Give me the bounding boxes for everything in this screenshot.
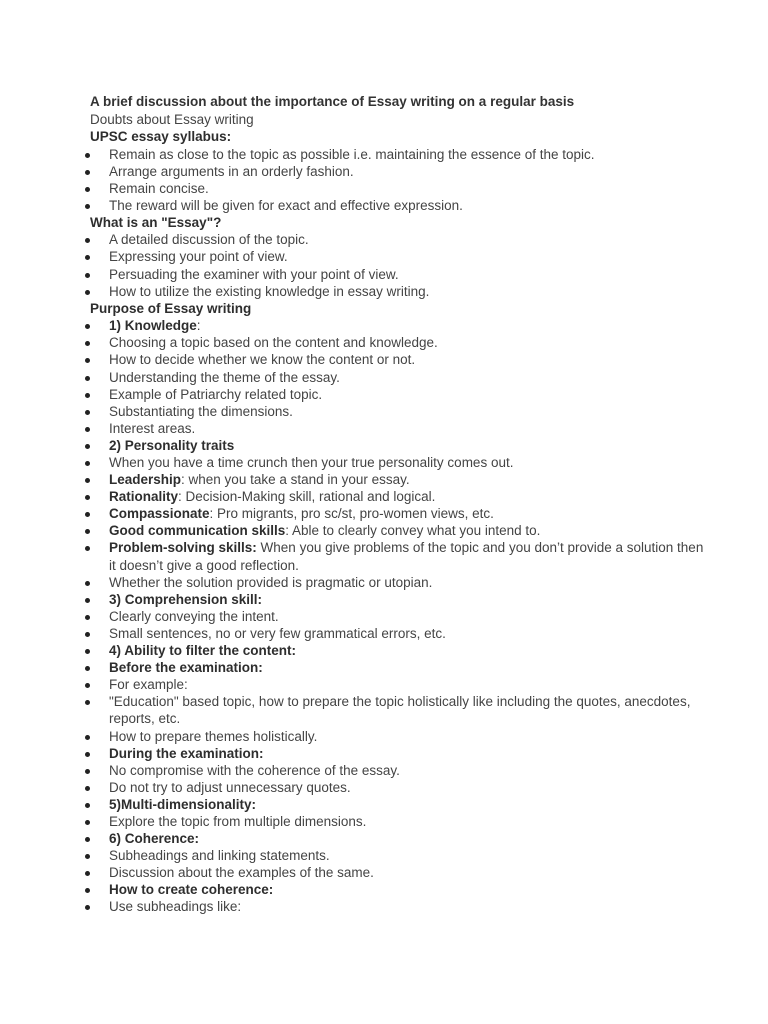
- item-text: :: [196, 318, 201, 334]
- bullet-icon: [85, 700, 90, 705]
- list-item: [90, 574, 710, 591]
- item-text: Choosing a topic based on the content and knowledge.: [109, 335, 438, 351]
- list-item: [90, 881, 710, 898]
- item-text: Discussion about the examples of the same.: [109, 865, 374, 881]
- bullet-icon: [85, 255, 90, 260]
- list-item: [90, 591, 710, 608]
- item-bold-label: Rationality: [109, 489, 179, 505]
- bullet-icon: [85, 581, 90, 586]
- list-item: [90, 283, 710, 300]
- bullet-icon: [85, 376, 90, 381]
- item-text: When you give problems of the topic and you don’t provide a solution then it doesn’t give a good reflection.: [109, 540, 704, 573]
- document-title: A brief discussion about the importance of Essay writing on a regular basis: [90, 94, 575, 109]
- bullet-icon: [85, 786, 90, 791]
- bullet-icon: [85, 735, 90, 740]
- item-bold-label: Good communication skills: [109, 523, 286, 539]
- bullet-icon: [85, 290, 90, 295]
- list-item: [90, 522, 710, 539]
- bullet-icon: [85, 632, 90, 637]
- bullet-icon: [85, 871, 90, 876]
- list-item: [90, 248, 710, 265]
- bullet-icon: [85, 666, 90, 671]
- bullet-icon: [85, 358, 90, 363]
- item-text: Whether the solution provided is pragmatic or utopian.: [109, 574, 433, 590]
- list-item: [90, 386, 710, 403]
- item-bold-label: 5)Multi-dimensionality:: [109, 796, 257, 812]
- list-item: [90, 830, 710, 847]
- list-item: [90, 505, 710, 522]
- list-item: [90, 642, 710, 659]
- section-heading: What is an "Essay"?: [90, 214, 222, 230]
- item-bold-label: 4) Ability to filter the content:: [109, 643, 296, 659]
- item-bold-label: How to create coherence:: [109, 882, 274, 898]
- list-item: [90, 420, 710, 437]
- bullet-icon: [85, 444, 90, 449]
- document-page: [90, 93, 710, 916]
- item-text: When you have a time crunch then your true personality comes out.: [109, 455, 514, 470]
- item-text: How to utilize the existing knowledge in essay writing.: [109, 283, 430, 299]
- bullet-icon: [85, 837, 90, 842]
- bullet-icon: [85, 170, 90, 175]
- item-bold-label: 3) Comprehension skill:: [109, 591, 263, 607]
- list-item: [90, 796, 710, 813]
- bullet-icon: [85, 683, 90, 688]
- item-text: How to decide whether we know the content or not.: [109, 352, 416, 368]
- list-item: [90, 864, 710, 881]
- bullet-icon: [85, 615, 90, 620]
- item-text: Understanding the theme of the essay.: [109, 369, 340, 385]
- bullet-icon: [85, 393, 90, 398]
- bullet-icon: [85, 820, 90, 825]
- list-item: [90, 437, 710, 454]
- item-text: Substantiating the dimensions.: [109, 403, 293, 419]
- list-item: [90, 779, 710, 796]
- bullet-list: [90, 146, 710, 214]
- bullet-icon: [85, 187, 90, 192]
- bullet-icon: [85, 905, 90, 910]
- item-text: : when you take a stand in your essay.: [181, 472, 410, 488]
- list-item: [90, 471, 710, 488]
- bullet-icon: [85, 769, 90, 774]
- list-item: [90, 676, 710, 693]
- item-bold-label: 2) Personality traits: [109, 437, 235, 453]
- item-text: Arrange arguments in an orderly fashion.: [109, 163, 354, 179]
- list-item: [90, 334, 710, 351]
- bullet-icon: [85, 854, 90, 859]
- item-text: Interest areas.: [109, 420, 196, 436]
- list-item: [90, 693, 710, 727]
- item-text: : Decision-Making skill, rational and logical.: [178, 489, 436, 505]
- list-item: [90, 488, 710, 505]
- bullet-icon: [85, 478, 90, 483]
- item-text: Clearly conveying the intent.: [109, 608, 279, 624]
- list-item: [90, 266, 710, 283]
- item-text: For example:: [109, 677, 188, 693]
- list-item: [90, 454, 710, 471]
- document-subtitle: Doubts about Essay writing: [90, 112, 254, 127]
- list-item: [90, 351, 710, 368]
- section-heading: UPSC essay syllabus:: [90, 129, 232, 144]
- item-text: How to prepare themes holistically.: [109, 728, 318, 744]
- item-text: The reward will be given for exact and effective expression.: [109, 197, 463, 213]
- item-text: Remain as close to the topic as possible i.e. maintaining the essence of the topic.: [109, 146, 595, 162]
- bullet-icon: [85, 529, 90, 534]
- item-text: Example of Patriarchy related topic.: [109, 386, 323, 402]
- bullet-icon: [85, 546, 90, 551]
- list-item: [90, 197, 710, 214]
- item-bold-label: Before the examination:: [109, 660, 263, 676]
- list-item: [90, 163, 710, 180]
- list-item: [90, 369, 710, 386]
- list-item: [90, 180, 710, 197]
- list-item: [90, 847, 710, 864]
- bullet-icon: [85, 273, 90, 278]
- bullet-icon: [85, 512, 90, 517]
- item-bold-label: Problem-solving skills:: [109, 540, 257, 556]
- bullet-icon: [85, 238, 90, 243]
- bullet-icon: [85, 341, 90, 346]
- item-bold-label: Leadership: [109, 472, 182, 488]
- list-item: [90, 403, 710, 420]
- list-item: [90, 539, 710, 573]
- bullet-icon: [85, 461, 90, 466]
- bullet-icon: [85, 204, 90, 209]
- item-text: Small sentences, no or very few grammatical errors, etc.: [109, 625, 446, 641]
- bullet-list: [90, 317, 710, 915]
- item-text: : Pro migrants, pro sc/st, pro-women views, etc.: [209, 506, 494, 522]
- list-item: [90, 608, 710, 625]
- document-sections: [90, 128, 710, 916]
- bullet-icon: [85, 153, 90, 158]
- item-text: : Able to clearly convey what you intend to.: [285, 523, 541, 539]
- list-item: [90, 231, 710, 248]
- bullet-icon: [85, 324, 90, 329]
- item-bold-label: 1) Knowledge: [109, 318, 197, 334]
- item-text: Expressing your point of view.: [109, 249, 288, 265]
- list-item: [90, 745, 710, 762]
- item-text: Explore the topic from multiple dimensions.: [109, 813, 367, 829]
- list-item: [90, 625, 710, 642]
- list-item: [90, 728, 710, 745]
- bullet-icon: [85, 495, 90, 500]
- item-text: A detailed discussion of the topic.: [109, 232, 309, 248]
- list-item: [90, 317, 710, 334]
- item-bold-label: During the examination:: [109, 745, 264, 761]
- item-text: "Education" based topic, how to prepare the topic holistically like including the quotes, anecdotes, reports, etc.: [109, 694, 691, 727]
- item-bold-label: Compassionate: [109, 506, 210, 522]
- item-text: Do not try to adjust unnecessary quotes.: [109, 779, 351, 795]
- bullet-icon: [85, 598, 90, 603]
- list-item: [90, 898, 710, 915]
- item-text: Subheadings and linking statements.: [109, 848, 330, 864]
- bullet-list: [90, 231, 710, 299]
- section-heading: Purpose of Essay writing: [90, 300, 252, 316]
- bullet-icon: [85, 410, 90, 415]
- list-item: [90, 762, 710, 779]
- item-bold-label: 6) Coherence:: [109, 831, 200, 847]
- list-item: [90, 146, 710, 163]
- list-item: [90, 813, 710, 830]
- item-text: No compromise with the coherence of the essay.: [109, 762, 400, 778]
- bullet-icon: [85, 649, 90, 654]
- bullet-icon: [85, 752, 90, 757]
- bullet-icon: [85, 427, 90, 432]
- item-text: Use subheadings like:: [109, 899, 242, 915]
- item-text: Remain concise.: [109, 180, 209, 196]
- list-item: [90, 659, 710, 676]
- bullet-icon: [85, 888, 90, 893]
- item-text: Persuading the examiner with your point of view.: [109, 266, 399, 282]
- bullet-icon: [85, 803, 90, 808]
